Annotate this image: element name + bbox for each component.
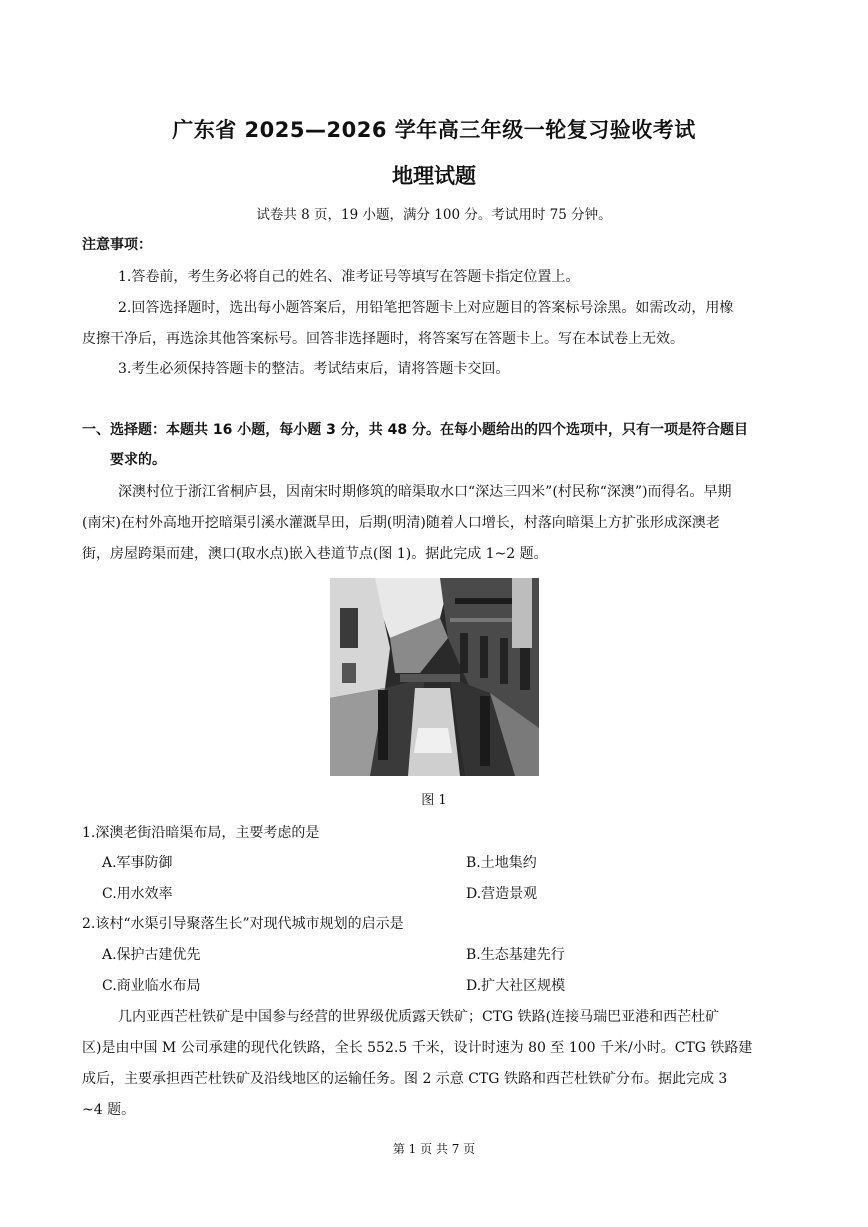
section-1-heading-line-2: 要求的。 <box>110 452 166 468</box>
exam-info: 试卷共 8 页，19 小题，满分 100 分。考试用时 75 分钟。 <box>256 207 612 223</box>
question-2-option-b: B.生态基建先行 <box>466 947 565 963</box>
question-1-option-a: A.军事防御 <box>102 855 173 871</box>
exam-title: 广东省 2025—2026 学年高三年级一轮复习验收考试 <box>172 118 696 142</box>
question-2-option-d: D.扩大社区规模 <box>466 978 566 994</box>
passage-1-line-2: (南宋)在村外高地开挖暗渠引溪水灌溉旱田，后期(明清)随着人口增长，村落向暗渠上方扩张形成深澳老 <box>82 515 720 531</box>
question-1-option-d: D.营造景观 <box>466 886 538 902</box>
exam-subject: 地理试题 <box>392 164 476 188</box>
question-1-option-c: C.用水效率 <box>102 886 173 902</box>
notice-heading: 注意事项： <box>82 237 152 253</box>
page-number: 第 1 页 共 7 页 <box>392 1142 476 1156</box>
passage-2-line-2: 区)是由中国 M 公司承建的现代化铁路，全长 552.5 千米，设计时速为 80 至 100 千米/小时。CTG 铁路建 <box>82 1040 753 1056</box>
question-1-stem: 1.深澳老街沿暗渠布局，主要考虑的是 <box>82 825 320 841</box>
notice-item-2-line-1: 2.回答选择题时，选出每小题答案后，用铅笔把答题卡上对应题目的答案标号涂黑。如需改动，用橡 <box>118 300 734 316</box>
passage-1-line-1: 深澳村位于浙江省桐庐县，因南宋时期修筑的暗渠取水口“深达三四米”(村民称“深澳”)而得名。早期 <box>118 484 732 500</box>
figure-1-photo <box>330 578 539 776</box>
notice-item-3: 3.考生必须保持答题卡的整洁。考试结束后，请将答题卡交回。 <box>118 361 510 377</box>
passage-2-line-3: 成后，主要承担西芒杜铁矿及沿线地区的运输任务。图 2 示意 CTG 铁路和西芒杜铁矿分布。据此完成 3 <box>82 1071 728 1087</box>
section-1-heading-line-1: 一、选择题：本题共 16 小题，每小题 3 分，共 48 分。在每小题给出的四个选项中，只有一项是符合题目 <box>82 422 748 438</box>
passage-2-line-4: ~4 题。 <box>82 1102 136 1118</box>
notice-item-2-line-2: 皮擦干净后，再选涂其他答案标号。回答非选择题时，将答案写在答题卡上。写在本试卷上无效。 <box>82 331 684 347</box>
passage-1-line-3: 街，房屋跨渠而建，澳口(取水点)嵌入巷道节点(图 1)。据此完成 1~2 题。 <box>82 546 548 562</box>
question-2-option-a: A.保护古建优先 <box>102 947 201 963</box>
question-1-option-b: B.土地集约 <box>466 855 537 871</box>
question-2-stem: 2.该村“水渠引导聚落生长”对现代城市规划的启示是 <box>82 916 404 932</box>
question-2-option-c: C.商业临水布局 <box>102 978 201 994</box>
notice-item-1: 1.答卷前，考生务必将自己的姓名、准考证号等填写在答题卡指定位置上。 <box>118 269 580 285</box>
figure-1-caption: 图 1 <box>421 793 447 808</box>
passage-2-line-1: 几内亚西芒杜铁矿是中国参与经营的世界级优质露天铁矿；CTG 铁路(连接马瑞巴亚港和西芒杜矿 <box>118 1009 720 1025</box>
